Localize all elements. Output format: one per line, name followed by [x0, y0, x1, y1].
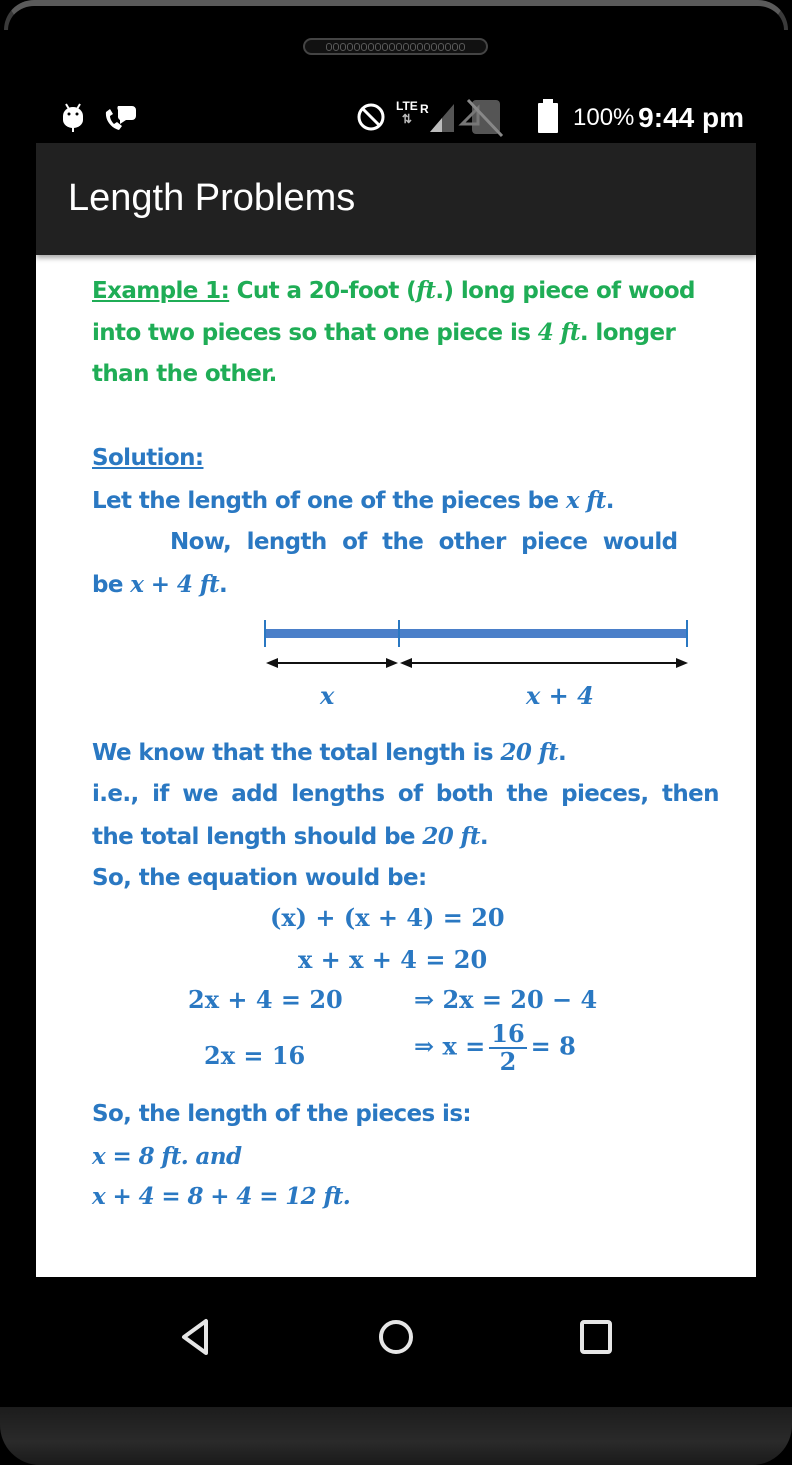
clock: 9:44 pm	[638, 102, 744, 133]
explanation-line3: the total length should be 20 ft.	[92, 823, 489, 850]
solution-line2: Now, length of the other piece would	[170, 529, 678, 555]
diagram-label-x: x	[320, 681, 335, 710]
phone-chin	[0, 1407, 792, 1465]
solution-label: Solution:	[92, 445, 204, 471]
equation-4-right: ⇒ x = $\frac{16}{2}$ = 8	[414, 1019, 576, 1076]
equation-3-left: 2x + 4 = 20	[188, 985, 343, 1014]
frame-edge	[4, 0, 788, 30]
battery-percent: 100%	[573, 104, 635, 131]
example1-line2: into two pieces so that one piece is 4 ft. longer	[92, 319, 676, 346]
fraction: $\frac{16}{2}$	[491, 1019, 525, 1076]
earpiece-speaker	[303, 38, 488, 55]
no-sim-icon	[456, 96, 506, 143]
android-debug-icon	[60, 102, 86, 139]
do-not-disturb-icon	[356, 102, 386, 137]
equation-4-left: 2x = 16	[204, 1041, 306, 1070]
roaming-label: R	[420, 102, 429, 116]
back-icon	[176, 1317, 216, 1357]
result-line2: x = 8 ft. and	[92, 1143, 242, 1170]
explanation-line1: We know that the total length is 20 ft.	[92, 739, 567, 766]
solution-line3: be x + 4 ft.	[92, 571, 228, 598]
navigation-bar	[0, 1277, 792, 1407]
recents-button[interactable]	[566, 1307, 626, 1367]
wifi-calling-icon	[102, 102, 138, 139]
length-diagram	[264, 617, 689, 717]
result-line3: x + 4 = 8 + 4 = 12 ft.	[92, 1183, 351, 1210]
back-button[interactable]	[166, 1307, 226, 1367]
equation-2: x + x + 4 = 20	[298, 945, 488, 974]
status-bar	[36, 94, 756, 142]
result-line1: So, the length of the pieces is:	[92, 1101, 472, 1127]
content-scroll-area[interactable]	[36, 255, 756, 1277]
equation-1: (x) + (x + 4) = 20	[270, 903, 505, 932]
diagram-label-x-plus-4: x + 4	[526, 681, 594, 710]
example1-line1: Example 1: Cut a 20-foot (ft.) long piece of wood	[92, 277, 695, 304]
signal-strength-icon	[428, 100, 456, 139]
action-bar	[36, 143, 756, 255]
solution-line1: Let the length of one of the pieces be x ft.	[92, 487, 614, 514]
battery-icon	[536, 98, 560, 139]
recents-icon	[576, 1317, 616, 1357]
equation-3-right: ⇒ 2x = 20 − 4	[414, 985, 598, 1014]
home-icon	[376, 1317, 416, 1357]
page-title: Length Problems	[68, 177, 356, 219]
example1-label: Example 1:	[92, 278, 230, 304]
explanation-line4: So, the equation would be:	[92, 865, 427, 891]
home-button[interactable]	[366, 1307, 426, 1367]
lte-data-icon: LTE ⇅	[396, 99, 418, 126]
example1-line3: than the other.	[92, 361, 277, 387]
explanation-line2: i.e., if we add lengths of both the pieces, then	[92, 781, 719, 807]
